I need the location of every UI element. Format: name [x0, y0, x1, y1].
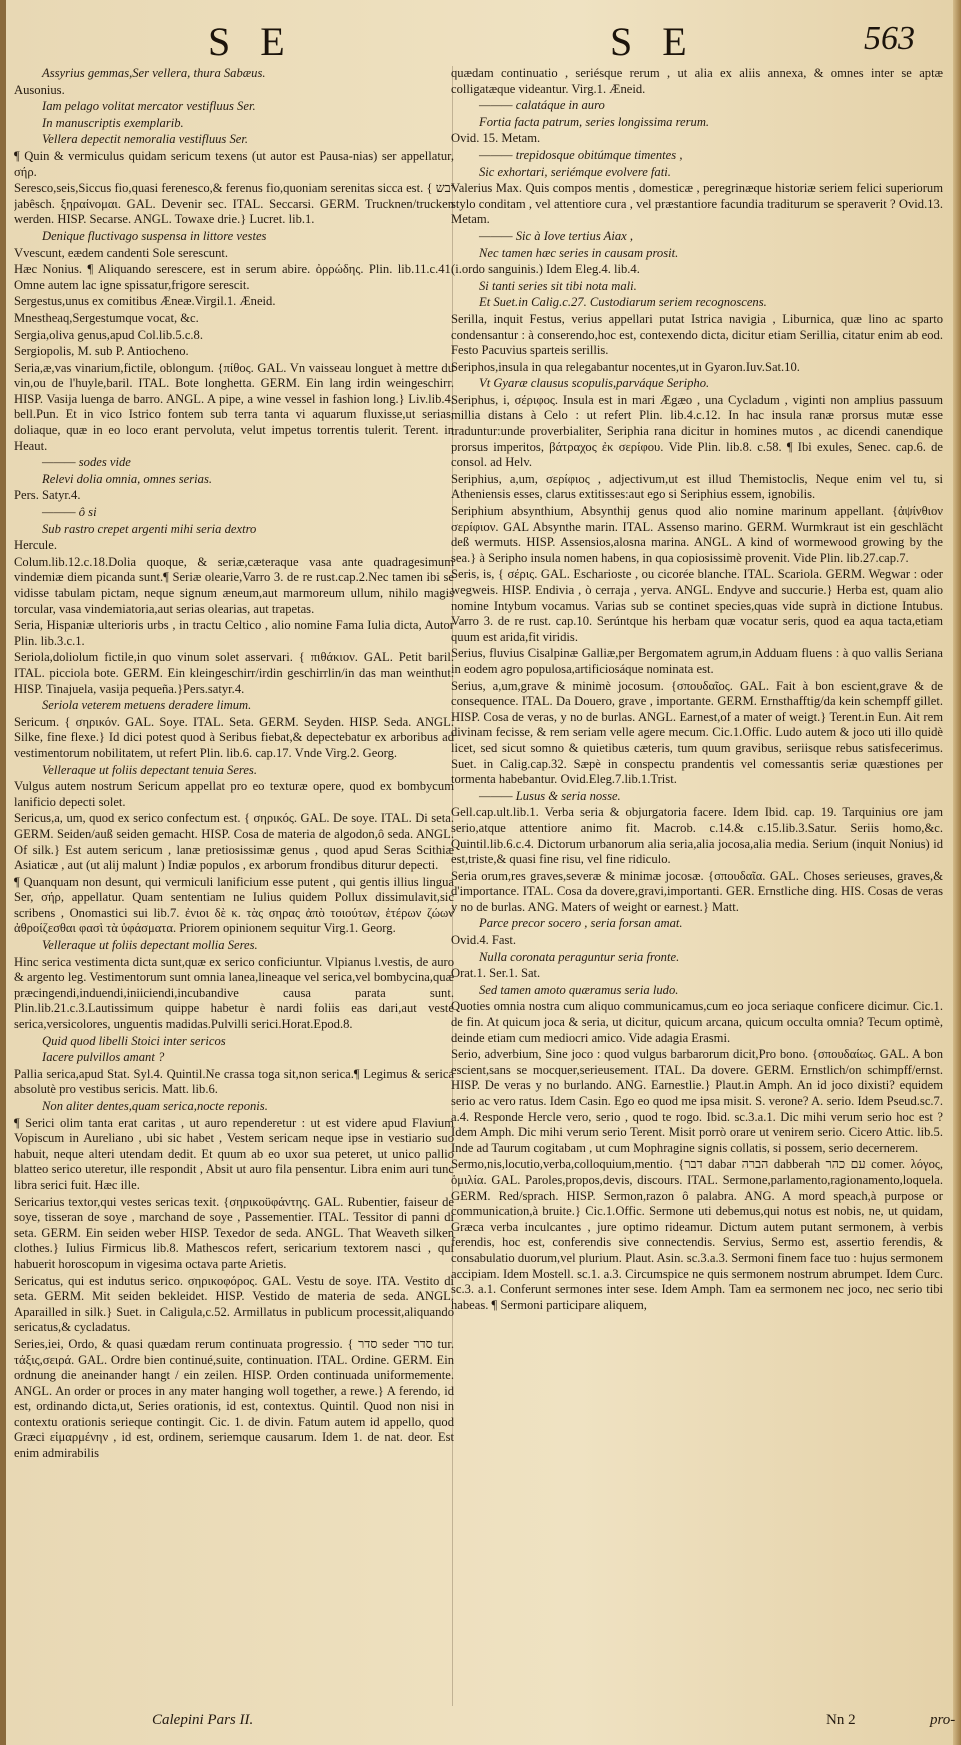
- text-line: Vvescunt, eædem candenti Sole serescunt.: [14, 245, 229, 260]
- text-line: Quoties omnia nostra cum aliquo communicamus,cum eo joca seriaque conficere dicimur. Cic.1. de fin. At quicum joca & seria, ut dicitur, quicum arcana, quicum occulta omnia? Tecum optimè, deinde etiam cum mediocri amico. Vide adagia Erasmi.: [451, 999, 943, 1045]
- text-line: In manuscriptis exemplarib.: [42, 115, 184, 130]
- text-line: Seriphius, a,um, σερίφιος , adjectivum,ut est illud Themistoclis, Neque enim vel tu, si Atheniensis esses, clarus extitisses:aut ego si Seriphius essem, ignobilis.: [451, 471, 943, 502]
- text-line: Hæc Nonius. ¶ Aliquando serescere, est in serum abire. ὀρρώδης. Plin. lib.11.c.41. Omne autem lac igne spissatur,frigore serescit.: [14, 262, 454, 292]
- text-line: Pers. Satyr.4.: [14, 488, 81, 503]
- text-line: Seria,æ,vas vinarium,fictile, oblongum. {πίθος. GAL. Vn vaisseau longuet à mettre du vin,ou de l'huyle,baril. ITAL. Bote longhetta. GERM. Ein lang irdin weingeschirr. HISP. Vasija luenga de barro. ANGL. A pipe, a wine vessel in fashion long.} Liv.lib.4. bell.Pun. Et in vico Istrico fontem sub terra tanta vi aquarum fluxisse,ut serias, doliaque, quæ in eo loco erant pervoluta, velut impetus torrentis tulerit. Terent. in Heaut.: [14, 360, 454, 453]
- text-line: Sericum. { σηρικόν. GAL. Soye. ITAL. Seta. GERM. Seyden. HISP. Seda. ANGL. Silke, fine flexe.} Id dici potest quod à Seribus fiebat,& depectebatur ex arboribus ad vestimentorum nobilitatem, ut refert Plin. lib.6. cap.17. Vnde Virg.2. Georg.: [14, 714, 454, 760]
- text-line: Denique fluctivago suspensa in littore vestes: [42, 228, 267, 243]
- text-line: ——— ô si: [42, 505, 97, 520]
- text-line: Ausonius.: [14, 82, 65, 97]
- text-line: Seriola veterem metuens deradere limum.: [42, 698, 252, 713]
- text-line: Parce precor socero , seria forsan amat.: [479, 916, 683, 931]
- text-line: Sericus,a, um, quod ex serico confectum est. { σηρικός. GAL. De soye. ITAL. Di seta. GERM. Seiden/auß seiden gemacht. HISP. Cosa de materia de algodon,ô seda. ANGL. Of silk.} Est autem sericum , lanæ pretiosissimæ genus , quod apud Seras Scithiæ Asiaticæ , aut (ut alij malunt ) Indiæ populos , ex arborum frondibus diturur depecti.: [14, 811, 454, 873]
- page-gutter-shadow: [0, 0, 6, 1745]
- text-line: ——— Sic à Iove tertius Aiax ,: [479, 228, 634, 243]
- text-line: ¶ Quin & vermiculus quidam sericum texens (ut autor est Pausa-nias) ser appellatur, σήρ.: [14, 148, 454, 179]
- text-line: Et Suet.in Calig.c.27. Custodiarum seriem recognoscens.: [479, 295, 767, 310]
- gathering-mark: Nn 2: [826, 1712, 856, 1728]
- text-line: Serius, a,um,grave & minimè jocosum. {σπουδαῖος. GAL. Fait à bon escient,grave & de consequence. ITAL. Da Douero, grave , importante. GERM. Ernsthafftig/da kein schempff gillet. HISP. Cosa de veras, y no de burlas. ANGL. Earnest,of a mater of weigt.} Terent.in Eun. Ait rem divinam fecisse, & rem seriam velle agere mecum. Cic.1.Offic. Ludo autem & joco uti illo quidè licet, sed sicut somno & quietibus cæteris, tum quum gravibus, seriisque rebus satisfecerimus. Suet. in Calig.cap.32. Sæpè in conspectu prandentis vel comessantis seriæ quæstiones per tormenta habebantur. Ovid.Eleg.7.lib.1.Trist.: [451, 678, 943, 787]
- text-line: Orat.1. Ser.1. Sat.: [451, 966, 541, 981]
- text-line: Colum.lib.12.c.18.Dolia quoque, & seriæ,cæteraque vasa ante quadragesimum vindemiæ diem picanda sunt.¶ Seriæ olearie,Varro 3. de re rust.cap.2.Nec tamen ibi se vidisse tabulam pictam, neque signum æneum,aut marmoreum ullum, nihilo magis torcular, vasa vindemiatoria,aut serias olearias, aut trapetas.: [14, 554, 454, 616]
- text-line: Sericatus, qui est indutus serico. σηρικοφόρος. GAL. Vestu de soye. ITA. Vestito di seta. GERM. Mit seiden bekleidet. HISP. Vestido de materia de seda. ANGL. Aparailled in silk.} Suet. in Caligula,c.52. Armillatus in publicum processit,aliquando sericatus,& cycladatus.: [14, 1273, 454, 1335]
- signature-mark: Calepini Pars II.: [152, 1712, 254, 1728]
- text-line: Sergia,oliva genus,apud Col.lib.5.c.8.: [14, 327, 203, 342]
- text-line: Sericarius textor,qui vestes sericas texit. {σηρικοϋφάντης. GAL. Rubentier, faiseur de soye, tisseran de soye , marchand de soye , Passementier. ITAL. Tessitor di panni di seta. GERM. Ein seiden weber HISP. Texedor de seda. ANGL. That Weaveth silken clothes.} Iulius Firmicus lib.8. Mathescos refert, sericarium textorem nasci , qui habuerit horoscopum in vigesima octava parte Arietis.: [14, 1194, 454, 1271]
- text-line: Velleraque ut foliis depectant tenuia Seres.: [42, 762, 257, 777]
- text-line: Quid quod libelli Stoici inter sericos: [42, 1033, 226, 1048]
- text-line: Serius, fluvius Cisalpinæ Galliæ,per Bergomatem agrum,in Adduam fluens : à quo vallis Seriana in eodem agro populosa,artificiosáque nominata est.: [451, 646, 943, 676]
- text-line: Seriola,doliolum fictile,in quo vinum solet asservari. { πιθάκιον. GAL. Petit baril. ITAL. picciola bote. GERM. Ein kleingeschirr/irdin geschirrlin/in das man weinthut. HISP. Tinajuela, vasija pequeña.}Pers.satyr.4.: [14, 650, 454, 696]
- text-line: ——— trepidosque obitúmque timentes ,: [479, 147, 683, 162]
- text-line: Velleraque ut foliis depectant mollia Seres.: [42, 938, 258, 953]
- text-line: Nec tamen hæc series in causam prosit.: [479, 245, 679, 260]
- running-header: [0, 18, 961, 68]
- text-line: ——— Lusus & seria nosse.: [479, 788, 621, 803]
- text-line: Valerius Max. Quis compos mentis , domesticæ , peregrinæque historiæ seriem felici superiorum stylo conditam , vel attentiore cura , vel præstantiore facundia traditurum se speraverit ? Ovid.13. Metam.: [451, 181, 943, 227]
- text-line: Serilla, inquit Festus, verius appellari putat Istrica navigia , Liburnica, quæ lino ac sparto condensantur : à conserendo,hoc est, contexendo dicta, dicitur etiam Serillia, citatur enim ab eod. Festo Pacuvius sparteis serillis.: [451, 311, 943, 358]
- text-line: Seresco,seis,Siccus fio,quasi ferenesco,& ferenus fio,quoniam serenitas sicca est. { יבש jabêsch. ξηραίνομαι. GAL. Devenir sec. ITAL. Seccarsi. GERM. Trucknen/trucken werden. HISP. Secarse. ANGL. Towaxe drie.} Lucret. lib.1.: [14, 181, 454, 227]
- text-line: quædam continuatio , seriésque rerum , ut alia ex aliis annexa, & omnes inter se aptæ colligatæque videantur. Virg.1. Æneid.: [451, 66, 943, 96]
- text-line: Hinc serica vestimenta dicta sunt,quæ ex serico conficiuntur. Vlpianus l.vestis, de auro & argento leg. Vestimentorum sunt omnia lanea,lineaque vel serica,vel bombycina,quæ præcingendi,induendi,iniiciendi,incubandive causa parata sunt. Plin.lib.21.c.3.Lautissimum quippe habetur è nardi foliis eas dari,aut veste serica,versicolores, unguentis madidas.Pulvilli serici.Horat.Epod.8.: [14, 954, 454, 1032]
- page-edge: [953, 0, 961, 1745]
- text-line: Seriphos,insula in qua relegabantur nocentes,ut in Gyaron.Iuv.Sat.10.: [451, 359, 800, 374]
- text-line: Sic exhortari, seriémque evolvere fati.: [479, 164, 671, 179]
- right-column: [451, 66, 943, 1706]
- text-line: Sergestus,unus ex comitibus Æneæ.Virgil.1. Æneid.: [14, 294, 276, 309]
- text-line: Sed tamen amoto quæramus seria ludo.: [479, 982, 679, 997]
- text-line: Seris, is, { σέρις. GAL. Escharioste , ou cicorée blanche. ITAL. Scariola. GERM. Wegwar : oder wegweis. HISP. Endivia , ò cerraja , yerva. ANGL. Endyve and succurie.} Herba est, quam alio nomine Intybum vocamus. Varias sub se continet species,quas vide suprà in dictione Intubus. Varro 3. de re rust. cap.10. Serúntque his herbam quæ vocatur seris, quod ea aqua tacta,etiam quum est arida,fit viridis.: [451, 567, 943, 644]
- text-line: Seria, Hispaniæ ulterioris urbs , in tractu Celtico , alio nomine Fama Iulia dicta, Autor Plin. lib.3.c.1.: [14, 618, 454, 648]
- page-footer: [0, 1712, 961, 1736]
- text-line: ¶ Quanquam non desunt, qui vermiculi lanificium esse putent , qui gentis illius lingua Ser, σήρ, appellatur. Quam sententiam ne Iulius quidem Pollux dissimulavit,sic scribens , Onomastici sui lib.7. ἐνιοι δὲ κ. τὰς σηρας ἀπὸ τοιούτων, ἑτέρων ζώων ἀθροίζεσθαι φασὶ τὰ ὑφάσματα. Priorem opinionem sequitur Virg.1. Georg.: [14, 874, 454, 936]
- text-line: Seria orum,res graves,severæ & minimæ jocosæ. {σπουδαῖα. GAL. Choses serieuses, graves,& d'importance. ITAL. Cosa da dovere,gravi,importanti. GER. Ernstliche ding. HIS. Cosas de veras y no de burlas. ANG. Maters of weight or earnest.} Matt.: [451, 868, 943, 914]
- text-line: Vt Gyaræ clausus scopulis,parváque Seripho.: [479, 376, 710, 391]
- text-line: Series,iei, Ordo, & quasi quædam rerum continuata progressio. { סדר seder סדר tur. τάξις,σειρά. GAL. Ordre bien continué,suite, continuation. ITAL. Ordine. GERM. Ein ordnung die aneinander hangt / ein zeilen. HISP. Orden continuada uniformemente. ANGL. An order or proces in any mater hanging woll together, a rewe.} A ferendo, id est, ordinando dicta,ut, Series orationis, id est, contextus. Quintil. Quod non nisi in contextu orationis serieque contingit. Cic. 1. de divin. Fatum autem id appello, quod Græci εἱμαρμένην , id est, ordinem, seriemque causarum. Idem 1. de nat. deor. Est enim admirabilis: [14, 1336, 454, 1461]
- text-line: Relevi dolia omnia, omnes serias.: [42, 471, 212, 486]
- running-head-right: S E: [610, 19, 697, 64]
- text-line: Non aliter dentes,quam serica,nocte reponis.: [42, 1099, 268, 1113]
- text-line: Seriphium absynthium, Absynthij genus quod alio nomine marinum appellant. {ἀψίνθιον σερίφιον. GAL Absynthe marin. ITAL. Assenso marino. GERM. Wurmkraut ist ein geschlächt deß wermuts. HISP. Assensios,alosna marina. ANGL. A kind of wormewood growing by the sea.} à Seripho insula nomen habens, in qua copiosissimè provenit. Vide Plin. lib.27.cap.7.: [451, 504, 943, 565]
- text-line: Vulgus autem nostrum Sericum appellat pro eo texturæ opere, quod ex bombycum lanificio depecti solet.: [14, 779, 454, 809]
- text-line: Serio, adverbium, Sine joco : quod vulgus barbarorum dicit,Pro bono. {σπουδαίως. GAL. A bon escient,sans se mocquer,serieusement. ITAL. Da dovere. GERM. Ernstlich/on schimpff/ernst. HISP. De veras y no burlando. ANG. Earnestlie.} Plaut.in Amph. An id joco dixisti? equidem serio ac vero ratus. Idem Casin. Ego eo quod me ipsa misit. S. verone? A. serio. Idem Pseud.sc.7. a.4. Responde Hercle vero, serio , quod te rogo. Ibid. sc.3.a.1. Dic mihi verum serio hoc est ? Idem Amph. Dic mihi verum serio Terent. Misit porrò orare ut venirem serio. Cicero Attic. lib.5. Inde ad Taurum cogitabam , ut cum Mophragine signis collatis, si possem, serio decernerem.: [451, 1047, 943, 1155]
- text-line: ¶ Serici olim tanta erat caritas , ut auro rependeretur : ut est videre apud Flavium Vopiscum in Aureliano , ubi sic habet , Vestem sericam neque ipse in vestiario suo habuit, neque alteri utendam dedit. Et quum ab eo uxor sua peteret, ut unico pallio blatteo serico uteretur, ille respondit , Absit ut auro fila pensentur. Libra enim auri tunc libra serici fuit. Hæc ille.: [14, 1115, 454, 1192]
- text-line: Iacere pulvillos amant ?: [42, 1050, 165, 1065]
- text-line: Ovid.4. Fast.: [451, 933, 517, 948]
- text-line: Fortia facta patrum, series longissima rerum.: [479, 114, 710, 129]
- text-line: Gell.cap.ult.lib.1. Verba seria & objurgatoria facere. Idem Ibid. cap. 19. Tarquinius ore jam serio,atque attentiore animo fit. Macrob. c.14.& c.15.lib.3.Satur. Seriis homo,&c. Quintil.lib.6.c.4. Dictorum urbanorum alia seria,alia jocosa,alia media. Serium (inquit Nonius) id est,triste,& quasi fine risu, vel fine ridiculo.: [451, 805, 943, 867]
- text-line: Sergiopolis, M. sub P. Antiocheno.: [14, 344, 189, 359]
- text-line: (i.ordo sanguinis.) Idem Eleg.4. lib.4.: [451, 262, 640, 277]
- text-line: Hercule.: [14, 538, 58, 553]
- text-line: Vellera depectit nemoralia vestifluus Ser.: [42, 132, 249, 147]
- text-line: Iam pelago volitat mercator vestifluus Ser.: [42, 99, 256, 114]
- text-line: Nulla coronata peraguntur seria fronte.: [479, 949, 680, 964]
- text-line: ——— sodes vide: [42, 455, 131, 470]
- text-line: Ovid. 15. Metam.: [451, 131, 541, 146]
- text-line: Si tanti series sit tibi nota mali.: [479, 278, 637, 293]
- text-line: Sermo,nis,locutio,verba,colloquium,mentio. {דבר dabar הברה dabberah עם כהר comer. λόγος, ὁμιλία. GAL. Paroles,propos,devis, discours. ITAL. Sermone,parlamento,ragionamento,loquela. GERM. Red/sprach. HISP. Sermon,razon ô palabra. ANG. A mord speach,à purpose or communication,à bruite.} Cic.1.Offic. Sermone uti debemus,qui notus est nobis, ne, ut quidam, Græca verba inculcantes , jure optimo rideamur. Dictum autem putant sermonem, à verbis ferendis, hoc est, conferendis sive connectendis. Servius, Sermo est, assertio ferendis, & consabulatio duorum,vel plurium. Plaut. Asin. sc.3.a.3. Sermoni finem face tuo : hujus sermonem accipiam. Idem Mostell. sc.1. a.3. Circumspice ne quis sermonem nostrum abrumpet. Idem Curc. sc.3. a.1. Conferunt sermones inter sese. Idem Amph. Tam ea sermonem nec joco, nec serio tibi habeas. ¶ Sermoni participare aliquem,: [451, 1157, 943, 1312]
- catchword: pro-: [930, 1712, 956, 1728]
- text-line: Assyrius gemmas,Ser vellera, thura Sabæus.: [42, 66, 266, 80]
- page-number: 563: [864, 20, 915, 57]
- text-line: Pallia serica,apud Stat. Syl.4. Quintil.Ne crassa toga sit,non serica.¶ Legimus & serica absolutè pro vestibus sericis. Matt. lib.6.: [14, 1066, 454, 1097]
- running-head-left: S E: [208, 19, 295, 64]
- left-column: [14, 66, 454, 1706]
- text-line: Sub rastro crepet argenti mihi seria dextro: [42, 521, 257, 536]
- text-line: Seriphus, i, σέριφος. Insula est in mari Ægæo , una Cycladum , viginti non amplius passuum millia distans à Celo : ut refert Plin. lib.4.c.12. In hac insula ranæ prorsus mutæ esse traduntur:unde proverbialiter, Seriphia rana dicitur in homines mutos , ac dicendi canendique prorsus imperitos, βάτραχος ἐκ σερίφου. Vide Plin. lib.8. c.58. ¶ Ibi exules, Senec. cap.6. de consol. ad Helv.: [451, 392, 943, 470]
- text-line: ——— calatáque in auro: [479, 98, 605, 113]
- text-line: Mnestheaq,Sergestumque vocat, &c.: [14, 310, 199, 325]
